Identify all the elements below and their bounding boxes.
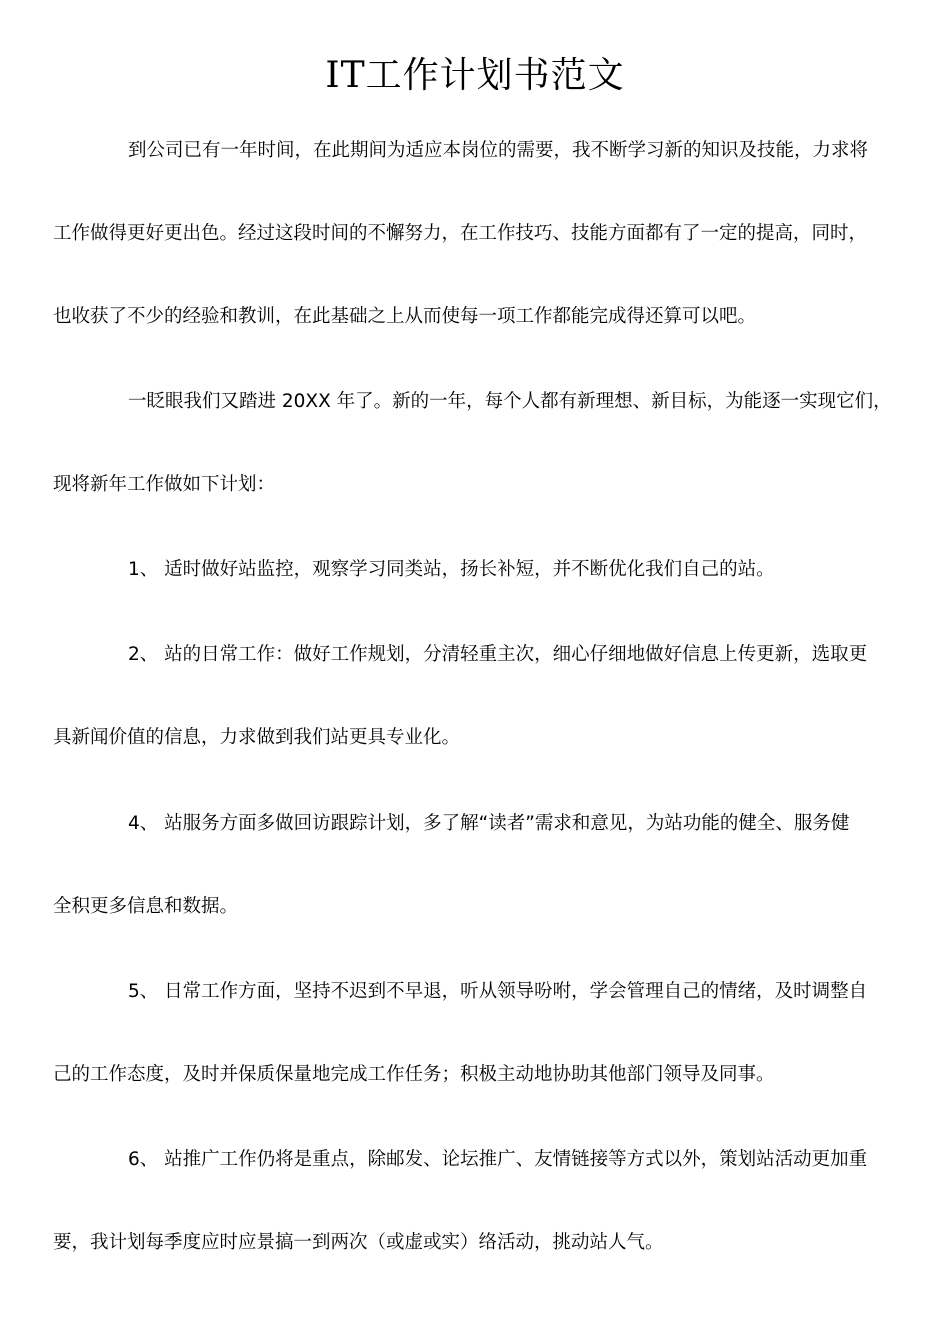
plan-item-5-line-1: 5、 日常工作方面，坚持不迟到不早退，听从领导吩咐，学会管理自己的情绪，及时调整自	[128, 981, 868, 1002]
plan-item-1: 1、 适时做好站监控，观察学习同类站，扬长补短，并不断优化我们自己的站。	[128, 559, 775, 580]
document-title: IT工作计划书范文	[325, 55, 625, 96]
plan-item-4-line-2: 全积更多信息和数据。	[53, 896, 239, 917]
paragraph-1-line-2: 工作做得更好更出色。经过这段时间的不懈努力，在工作技巧、技能方面都有了一定的提高，同时，	[53, 223, 868, 244]
paragraph-2-line-2: 现将新年工作做如下计划：	[53, 474, 276, 495]
paragraph-1-line-3: 也收获了不少的经验和教训，在此基础之上从而使每一项工作都能完成得还算可以吧。	[53, 306, 757, 327]
plan-item-5-line-2: 己的工作态度，及时并保质保量地完成工作任务；积极主动地协助其他部门领导及同事。	[53, 1064, 775, 1085]
plan-item-2-line-1: 2、 站的日常工作：做好工作规划，分清轻重主次，细心仔细地做好信息上传更新，选取更	[128, 644, 868, 665]
plan-item-4-line-1: 4、 站服务方面多做回访跟踪计划，多了解“读者”需求和意见，为站功能的健全、服务健	[128, 813, 850, 834]
paragraph-1-line-1: 到公司已有一年时间，在此期间为适应本岗位的需要，我不断学习新的知识及技能，力求将	[128, 140, 869, 161]
plan-item-6-line-1: 6、 站推广工作仍将是重点，除邮发、论坛推广、友情链接等方式以外，策划站活动更加重	[128, 1149, 868, 1170]
plan-item-2-line-2: 具新闻价值的信息，力求做到我们站更具专业化。	[53, 727, 461, 748]
plan-item-6-line-2: 要，我计划每季度应时应景搞一到两次（或虚或实）络活动，挑动站人气。	[53, 1232, 664, 1253]
paragraph-2-line-1: 一眨眼我们又踏进 20XX 年了。新的一年，每个人都有新理想、新目标，为能逐一实现它们，	[128, 391, 892, 412]
